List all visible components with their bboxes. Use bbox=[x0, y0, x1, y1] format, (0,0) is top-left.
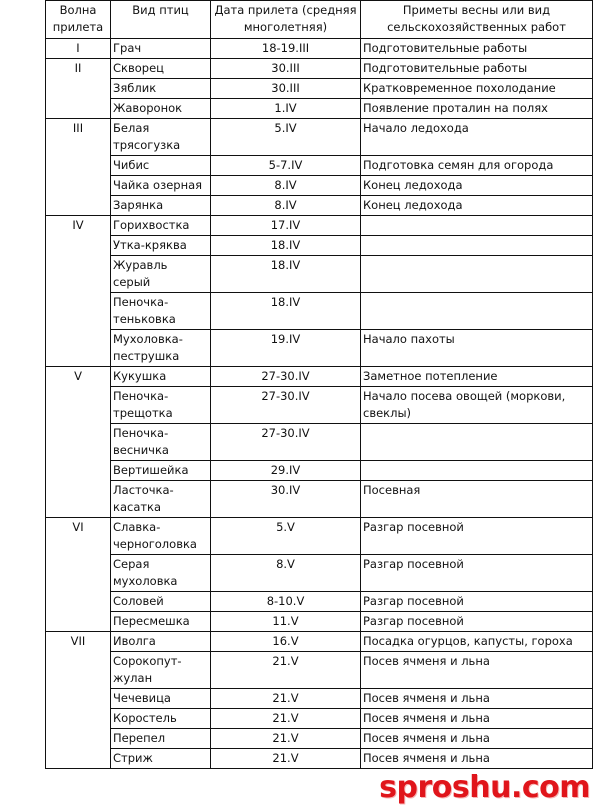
date-cell: 18.IV bbox=[211, 293, 361, 330]
bird-arrival-table bbox=[45, 0, 593, 769]
bird-cell: Кукушка bbox=[111, 367, 211, 387]
sign-cell bbox=[361, 461, 593, 481]
table-row bbox=[46, 176, 593, 196]
table-row bbox=[46, 749, 593, 769]
date-cell: 30.III bbox=[211, 79, 361, 99]
sign-cell: Посев ячменя и льна bbox=[361, 689, 593, 709]
table-row bbox=[46, 689, 593, 709]
sign-cell bbox=[361, 293, 593, 330]
sign-cell bbox=[361, 216, 593, 236]
bird-cell: Жаворонок bbox=[111, 99, 211, 119]
bird-cell: Стриж bbox=[111, 749, 211, 769]
date-cell: 5-7.IV bbox=[211, 156, 361, 176]
bird-cell: Чайка озерная bbox=[111, 176, 211, 196]
table-header bbox=[46, 1, 593, 39]
table-row bbox=[46, 387, 593, 424]
table-row bbox=[46, 555, 593, 592]
date-cell: 8-10.V bbox=[211, 592, 361, 612]
bird-cell: Пеночка-трещотка bbox=[111, 387, 211, 424]
bird-cell: Сорокопут-жулан bbox=[111, 652, 211, 689]
table-row bbox=[46, 156, 593, 176]
date-cell: 18-19.III bbox=[211, 39, 361, 59]
table-row bbox=[46, 612, 593, 632]
wave-cell: V bbox=[46, 367, 111, 518]
watermark: sproshu.com bbox=[379, 770, 590, 805]
table-row bbox=[46, 216, 593, 236]
bird-cell: Скворец bbox=[111, 59, 211, 79]
bird-cell: Чибис bbox=[111, 156, 211, 176]
table-row bbox=[46, 632, 593, 652]
bird-cell: Вертишейка bbox=[111, 461, 211, 481]
table-body bbox=[46, 39, 593, 769]
date-cell: 21.V bbox=[211, 689, 361, 709]
sign-cell: Начало ледохода bbox=[361, 119, 593, 156]
date-cell: 21.V bbox=[211, 709, 361, 729]
header-wave: Волна прилета bbox=[46, 1, 111, 39]
sign-cell: Подготовительные работы bbox=[361, 59, 593, 79]
sign-cell: Посев ячменя и льна bbox=[361, 709, 593, 729]
bird-cell: Славка-черноголовка bbox=[111, 518, 211, 555]
table-row bbox=[46, 709, 593, 729]
header-date: Дата прилета (средняя многолетняя) bbox=[211, 1, 361, 39]
sign-cell: Заметное потепление bbox=[361, 367, 593, 387]
table-row bbox=[46, 293, 593, 330]
bird-cell: Пеночка-весничка bbox=[111, 424, 211, 461]
sign-cell: Разгар посевной bbox=[361, 555, 593, 592]
bird-cell: Ласточка-касатка bbox=[111, 481, 211, 518]
date-cell: 1.IV bbox=[211, 99, 361, 119]
bird-cell: Белая трясогузка bbox=[111, 119, 211, 156]
bird-cell: Журавль серый bbox=[111, 256, 211, 293]
sign-cell: Разгар посевной bbox=[361, 592, 593, 612]
date-cell: 30.III bbox=[211, 59, 361, 79]
sign-cell: Разгар посевной bbox=[361, 612, 593, 632]
wave-cell: IV bbox=[46, 216, 111, 367]
bird-cell: Пеночка-теньковка bbox=[111, 293, 211, 330]
sign-cell: Посадка огурцов, капусты, гороха bbox=[361, 632, 593, 652]
wave-cell: II bbox=[46, 59, 111, 119]
sign-cell: Посевная bbox=[361, 481, 593, 518]
table-row bbox=[46, 79, 593, 99]
date-cell: 27-30.IV bbox=[211, 367, 361, 387]
date-cell: 16.V bbox=[211, 632, 361, 652]
table-row bbox=[46, 367, 593, 387]
sign-cell: Появление проталин на полях bbox=[361, 99, 593, 119]
table-row bbox=[46, 652, 593, 689]
table-row bbox=[46, 236, 593, 256]
date-cell: 8.IV bbox=[211, 196, 361, 216]
bird-cell: Соловей bbox=[111, 592, 211, 612]
date-cell: 18.IV bbox=[211, 256, 361, 293]
table-row bbox=[46, 99, 593, 119]
wave-cell: VII bbox=[46, 632, 111, 769]
wave-cell: VI bbox=[46, 518, 111, 632]
table-row bbox=[46, 729, 593, 749]
date-cell: 18.IV bbox=[211, 236, 361, 256]
bird-cell: Мухоловка-пеструшка bbox=[111, 330, 211, 367]
date-cell: 17.IV bbox=[211, 216, 361, 236]
date-cell: 21.V bbox=[211, 749, 361, 769]
table-row bbox=[46, 330, 593, 367]
date-cell: 21.V bbox=[211, 652, 361, 689]
bird-cell: Зяблик bbox=[111, 79, 211, 99]
table-row bbox=[46, 256, 593, 293]
wave-cell: I bbox=[46, 39, 111, 59]
table-row bbox=[46, 59, 593, 79]
sign-cell bbox=[361, 236, 593, 256]
table-row bbox=[46, 39, 593, 59]
date-cell: 27-30.IV bbox=[211, 387, 361, 424]
date-cell: 11.V bbox=[211, 612, 361, 632]
bird-cell: Иволга bbox=[111, 632, 211, 652]
table-row bbox=[46, 196, 593, 216]
bird-cell: Горихвостка bbox=[111, 216, 211, 236]
table-row bbox=[46, 424, 593, 461]
header-sign: Приметы весны или вид сельскохозяйственных работ bbox=[361, 1, 593, 39]
date-cell: 30.IV bbox=[211, 481, 361, 518]
sign-cell: Кратковременное похолодание bbox=[361, 79, 593, 99]
bird-cell: Грач bbox=[111, 39, 211, 59]
table-row bbox=[46, 518, 593, 555]
sign-cell bbox=[361, 256, 593, 293]
sign-cell: Разгар посевной bbox=[361, 518, 593, 555]
bird-cell: Коростель bbox=[111, 709, 211, 729]
sign-cell: Подготовительные работы bbox=[361, 39, 593, 59]
sign-cell: Посев ячменя и льна bbox=[361, 749, 593, 769]
table-row bbox=[46, 481, 593, 518]
sign-cell: Начало посева овощей (моркови, свеклы) bbox=[361, 387, 593, 424]
bird-cell: Пересмешка bbox=[111, 612, 211, 632]
date-cell: 8.IV bbox=[211, 176, 361, 196]
bird-cell: Чечевица bbox=[111, 689, 211, 709]
bird-cell: Перепел bbox=[111, 729, 211, 749]
table-row bbox=[46, 592, 593, 612]
date-cell: 29.IV bbox=[211, 461, 361, 481]
header-row bbox=[46, 1, 593, 39]
sign-cell: Подготовка семян для огорода bbox=[361, 156, 593, 176]
sign-cell: Начало пахоты bbox=[361, 330, 593, 367]
date-cell: 19.IV bbox=[211, 330, 361, 367]
sign-cell: Посев ячменя и льна bbox=[361, 652, 593, 689]
date-cell: 5.IV bbox=[211, 119, 361, 156]
sign-cell bbox=[361, 424, 593, 461]
bird-cell: Утка-кряква bbox=[111, 236, 211, 256]
bird-cell: Зарянка bbox=[111, 196, 211, 216]
table-row bbox=[46, 461, 593, 481]
date-cell: 8.V bbox=[211, 555, 361, 592]
date-cell: 21.V bbox=[211, 729, 361, 749]
wave-cell: III bbox=[46, 119, 111, 216]
date-cell: 27-30.IV bbox=[211, 424, 361, 461]
header-bird: Вид птиц bbox=[111, 1, 211, 39]
sign-cell: Конец ледохода bbox=[361, 176, 593, 196]
sign-cell: Посев ячменя и льна bbox=[361, 729, 593, 749]
date-cell: 5.V bbox=[211, 518, 361, 555]
sign-cell: Конец ледохода bbox=[361, 196, 593, 216]
bird-cell: Серая мухоловка bbox=[111, 555, 211, 592]
table-row bbox=[46, 119, 593, 156]
